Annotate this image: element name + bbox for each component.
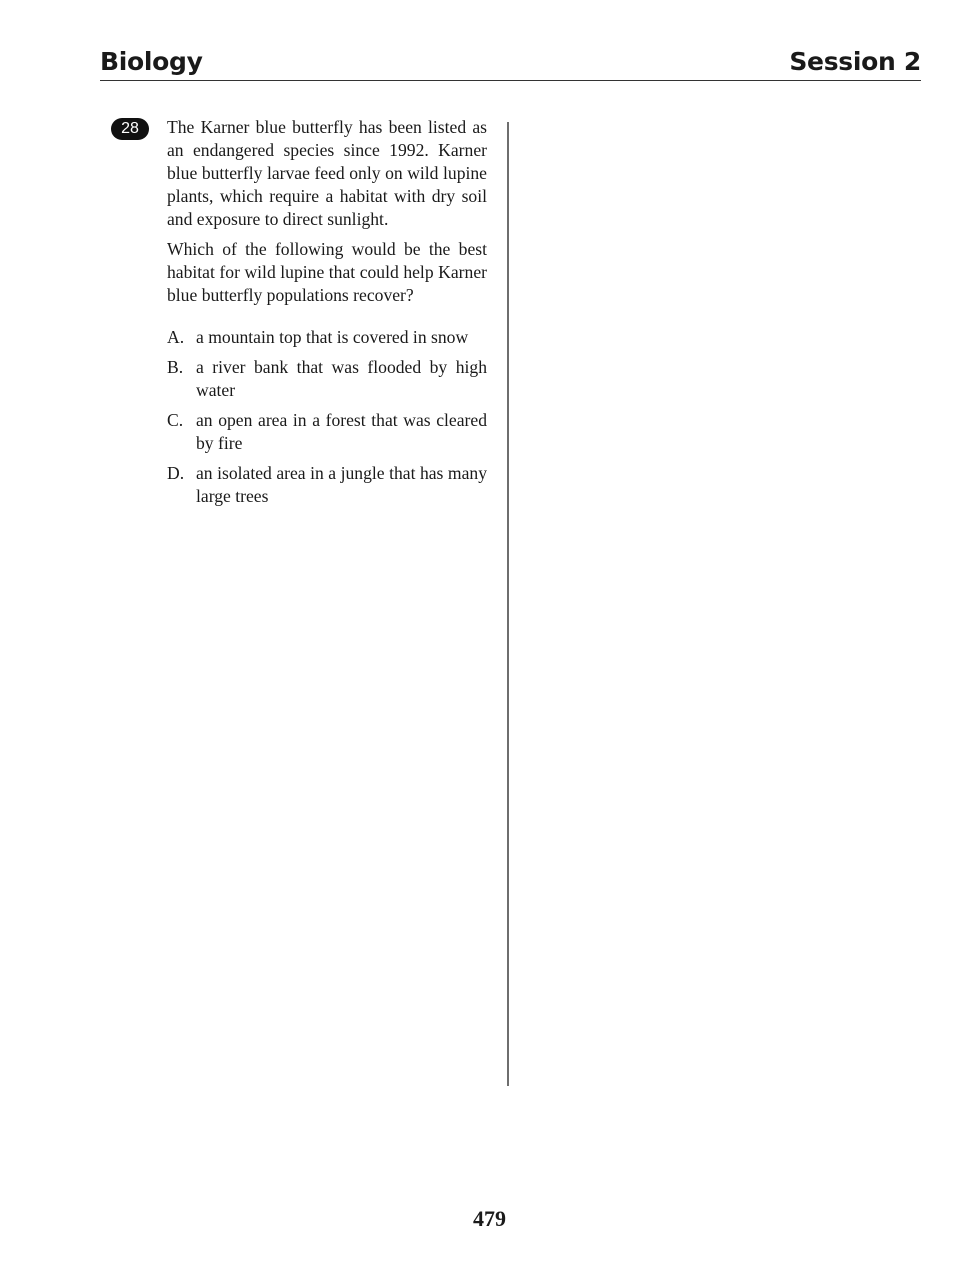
- answer-choice-b[interactable]: [167, 356, 487, 402]
- choice-letter: C.: [167, 410, 184, 430]
- question-stimulus: The Karner blue butterfly has been listed as an endangered species since 1992. Karner blue butterfly larvae feed only on wild lupine plants, which require a habitat with dry soil and exposure to direct sunlight.: [167, 117, 487, 229]
- answer-choice-a[interactable]: [167, 326, 487, 349]
- subject-title: Biology: [100, 47, 203, 76]
- question-prompt: Which of the following would be the best habitat for wild lupine that could help Karner blue butterfly populations recover?: [167, 239, 487, 305]
- choice-text: a mountain top that is covered in snow: [196, 327, 469, 347]
- choice-letter: A.: [167, 327, 185, 347]
- answer-choice-d[interactable]: [167, 462, 487, 508]
- choice-text: an isolated area in a jungle that has many large trees: [196, 463, 487, 506]
- answer-choice-c[interactable]: [167, 409, 487, 455]
- page-header: [100, 46, 921, 81]
- answer-choices: [167, 326, 487, 508]
- question-block: [167, 116, 487, 515]
- choice-text: a river bank that was flooded by high water: [196, 357, 487, 400]
- choice-text: an open area in a forest that was cleared by fire: [196, 410, 487, 453]
- choice-letter: B.: [167, 357, 184, 377]
- question-number-badge: 28: [111, 118, 149, 140]
- session-title: Session 2: [789, 47, 921, 76]
- column-divider: [507, 122, 509, 1086]
- page-number: 479: [473, 1206, 506, 1231]
- choice-letter: D.: [167, 463, 185, 483]
